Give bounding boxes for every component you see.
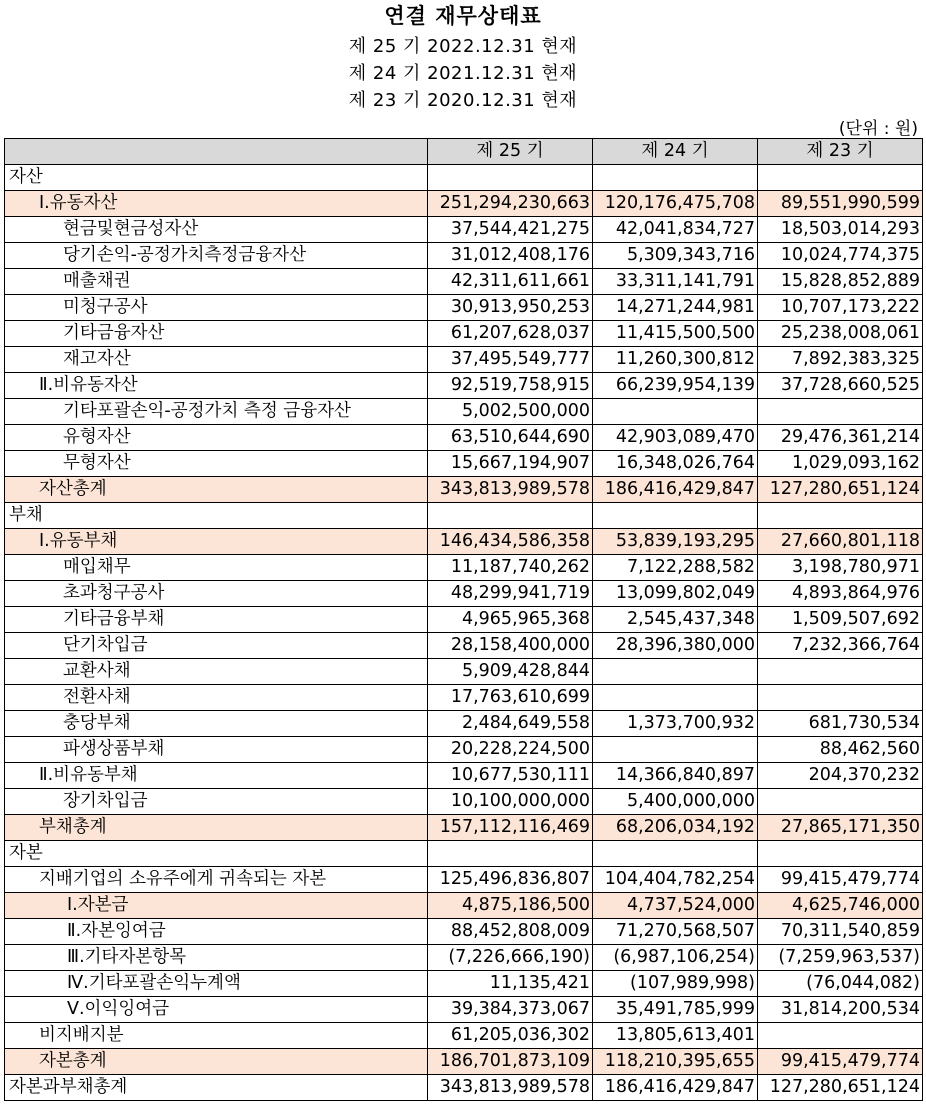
table-row: [5, 737, 923, 763]
value-25: 5,909,428,844: [428, 659, 593, 685]
table-row: [5, 347, 923, 373]
value-24: 186,416,429,847: [593, 1075, 758, 1101]
value-24: 4,737,524,000: [593, 893, 758, 919]
row-label: 전환사채: [5, 685, 428, 711]
row-label: 자본: [5, 841, 428, 867]
table-row: [5, 607, 923, 633]
value-25: 343,813,989,578: [428, 1075, 593, 1101]
table-row: [5, 1075, 923, 1101]
header-period-24: 제 24 기: [593, 139, 758, 165]
value-24: 11,415,500,500: [593, 321, 758, 347]
value-24: 28,396,380,000: [593, 633, 758, 659]
value-25: 37,495,549,777: [428, 347, 593, 373]
value-24: 53,839,193,295: [593, 529, 758, 555]
table-row: [5, 295, 923, 321]
header-period-23: 제 23 기: [758, 139, 923, 165]
value-25: 20,228,224,500: [428, 737, 593, 763]
value-23: 25,238,008,061: [758, 321, 923, 347]
value-23: 27,865,171,350: [758, 815, 923, 841]
table-row: [5, 685, 923, 711]
value-23: 681,730,534: [758, 711, 923, 737]
table-row: [5, 425, 923, 451]
row-label: Ⅴ.이익잉여금: [5, 997, 428, 1023]
value-24: 104,404,782,254: [593, 867, 758, 893]
value-24: 1,373,700,932: [593, 711, 758, 737]
period-line-24: 제 24 기 2021.12.31 현재: [348, 63, 578, 84]
table-row: [5, 581, 923, 607]
row-label: Ⅰ.유동부채: [5, 529, 428, 555]
value-23: [758, 399, 923, 425]
row-label: 장기차입금: [5, 789, 428, 815]
row-label: 유형자산: [5, 425, 428, 451]
row-label: Ⅱ.비유동자산: [5, 373, 428, 399]
value-24: 118,210,395,655: [593, 1049, 758, 1075]
value-25: 125,496,836,807: [428, 867, 593, 893]
value-24: (107,989,998): [593, 971, 758, 997]
row-label: 파생상품부채: [5, 737, 428, 763]
row-label: Ⅱ.비유동부채: [5, 763, 428, 789]
value-25: 92,519,758,915: [428, 373, 593, 399]
period-line-25: 제 25 기 2022.12.31 현재: [348, 36, 578, 57]
row-label: 초과청구공사: [5, 581, 428, 607]
value-23: 18,503,014,293: [758, 217, 923, 243]
value-25: [428, 165, 593, 191]
row-label: 현금및현금성자산: [5, 217, 428, 243]
value-25: 5,002,500,000: [428, 399, 593, 425]
value-24: 13,099,802,049: [593, 581, 758, 607]
value-25: 2,484,649,558: [428, 711, 593, 737]
value-23: [758, 685, 923, 711]
value-24: 5,400,000,000: [593, 789, 758, 815]
row-label: 기타금융부채: [5, 607, 428, 633]
value-25: 343,813,989,578: [428, 477, 593, 503]
table-row: [5, 815, 923, 841]
row-label: 매입채무: [5, 555, 428, 581]
table-row: [5, 919, 923, 945]
value-25: 15,667,194,907: [428, 451, 593, 477]
value-23: 4,625,746,000: [758, 893, 923, 919]
value-24: 42,903,089,470: [593, 425, 758, 451]
value-25: 186,701,873,109: [428, 1049, 593, 1075]
row-label: Ⅱ.자본잉여금: [5, 919, 428, 945]
value-23: 15,828,852,889: [758, 269, 923, 295]
row-label: 기타포괄손익-공정가치 측정 금융자산: [5, 399, 428, 425]
value-24: 66,239,954,139: [593, 373, 758, 399]
table-row: [5, 555, 923, 581]
value-24: [593, 841, 758, 867]
value-24: (6,987,106,254): [593, 945, 758, 971]
row-label: 무형자산: [5, 451, 428, 477]
value-25: 30,913,950,253: [428, 295, 593, 321]
table-row: [5, 165, 923, 191]
table-row: [5, 451, 923, 477]
value-24: [593, 399, 758, 425]
value-23: 37,728,660,525: [758, 373, 923, 399]
row-label: 단기차입금: [5, 633, 428, 659]
value-24: 2,545,437,348: [593, 607, 758, 633]
row-label: 미청구공사: [5, 295, 428, 321]
value-24: 42,041,834,727: [593, 217, 758, 243]
table-row: [5, 633, 923, 659]
value-23: [758, 1023, 923, 1049]
value-24: 11,260,300,812: [593, 347, 758, 373]
table-row: [5, 269, 923, 295]
document-title: 연결 재무상태표: [384, 4, 542, 28]
row-label: 매출채권: [5, 269, 428, 295]
value-24: [593, 503, 758, 529]
row-label: 부채: [5, 503, 428, 529]
value-25: 11,135,421: [428, 971, 593, 997]
row-label: Ⅳ.기타포괄손익누계액: [5, 971, 428, 997]
value-25: 146,434,586,358: [428, 529, 593, 555]
table-row: [5, 477, 923, 503]
table-row: [5, 945, 923, 971]
value-23: 29,476,361,214: [758, 425, 923, 451]
value-24: 14,366,840,897: [593, 763, 758, 789]
value-23: [758, 841, 923, 867]
table-row: [5, 217, 923, 243]
value-25: 42,311,611,661: [428, 269, 593, 295]
value-25: 157,112,116,469: [428, 815, 593, 841]
value-24: 33,311,141,791: [593, 269, 758, 295]
value-25: 4,875,186,500: [428, 893, 593, 919]
value-25: 10,100,000,000: [428, 789, 593, 815]
row-label: 자산: [5, 165, 428, 191]
header-period-25: 제 25 기: [428, 139, 593, 165]
value-23: [758, 789, 923, 815]
table-row: [5, 1023, 923, 1049]
value-23: 27,660,801,118: [758, 529, 923, 555]
value-24: 13,805,613,401: [593, 1023, 758, 1049]
table-row: [5, 789, 923, 815]
value-23: 1,509,507,692: [758, 607, 923, 633]
table-row: [5, 711, 923, 737]
table-row: [5, 893, 923, 919]
table-row: [5, 659, 923, 685]
value-24: [593, 737, 758, 763]
value-23: (76,044,082): [758, 971, 923, 997]
value-24: [593, 685, 758, 711]
row-label: 기타금융자산: [5, 321, 428, 347]
row-label: 자본과부채총계: [5, 1075, 428, 1101]
value-24: 7,122,288,582: [593, 555, 758, 581]
row-label: 지배기업의 소유주에게 귀속되는 자본: [5, 867, 428, 893]
row-label: 자산총계: [5, 477, 428, 503]
value-24: 35,491,785,999: [593, 997, 758, 1023]
value-23: 88,462,560: [758, 737, 923, 763]
value-24: 14,271,244,981: [593, 295, 758, 321]
value-23: [758, 165, 923, 191]
header-account: [5, 139, 428, 165]
value-24: [593, 165, 758, 191]
unit-label: (단위 : 원): [838, 119, 918, 139]
value-23: 204,370,232: [758, 763, 923, 789]
value-25: (7,226,666,190): [428, 945, 593, 971]
value-25: 61,207,628,037: [428, 321, 593, 347]
period-line-23: 제 23 기 2020.12.31 현재: [348, 90, 578, 111]
row-label: 충당부채: [5, 711, 428, 737]
value-25: 63,510,644,690: [428, 425, 593, 451]
row-label: 당기손익-공정가치측정금융자산: [5, 243, 428, 269]
value-23: 10,024,774,375: [758, 243, 923, 269]
value-25: 37,544,421,275: [428, 217, 593, 243]
value-23: 3,198,780,971: [758, 555, 923, 581]
value-23: (7,259,963,537): [758, 945, 923, 971]
value-25: 88,452,808,009: [428, 919, 593, 945]
value-23: 7,892,383,325: [758, 347, 923, 373]
value-25: 28,158,400,000: [428, 633, 593, 659]
value-25: 11,187,740,262: [428, 555, 593, 581]
table-row: [5, 373, 923, 399]
value-23: 1,029,093,162: [758, 451, 923, 477]
table-row: [5, 529, 923, 555]
row-label: 자본총계: [5, 1049, 428, 1075]
table-row: [5, 243, 923, 269]
table-row: [5, 763, 923, 789]
row-label: 재고자산: [5, 347, 428, 373]
table-row: [5, 503, 923, 529]
row-label: 비지배지분: [5, 1023, 428, 1049]
row-label: 교환사채: [5, 659, 428, 685]
row-label: 부채총계: [5, 815, 428, 841]
value-25: [428, 503, 593, 529]
value-25: 4,965,965,368: [428, 607, 593, 633]
table-header-row: [5, 139, 923, 165]
table-row: [5, 867, 923, 893]
value-25: 61,205,036,302: [428, 1023, 593, 1049]
row-label: Ⅰ.자본금: [5, 893, 428, 919]
table-row: [5, 191, 923, 217]
value-25: 251,294,230,663: [428, 191, 593, 217]
value-23: 7,232,366,764: [758, 633, 923, 659]
value-24: [593, 659, 758, 685]
value-24: 68,206,034,192: [593, 815, 758, 841]
value-23: 70,311,540,859: [758, 919, 923, 945]
value-25: 39,384,373,067: [428, 997, 593, 1023]
value-25: 10,677,530,111: [428, 763, 593, 789]
value-23: 10,707,173,222: [758, 295, 923, 321]
table-row: [5, 997, 923, 1023]
value-24: 120,176,475,708: [593, 191, 758, 217]
value-24: 186,416,429,847: [593, 477, 758, 503]
value-24: 71,270,568,507: [593, 919, 758, 945]
value-24: 5,309,343,716: [593, 243, 758, 269]
value-23: 89,551,990,599: [758, 191, 923, 217]
row-label: Ⅲ.기타자본항목: [5, 945, 428, 971]
balance-sheet-table: [4, 138, 923, 1101]
value-23: 31,814,200,534: [758, 997, 923, 1023]
value-23: 127,280,651,124: [758, 477, 923, 503]
table-row: [5, 1049, 923, 1075]
value-25: 17,763,610,699: [428, 685, 593, 711]
table-row: [5, 971, 923, 997]
value-23: 99,415,479,774: [758, 1049, 923, 1075]
table-row: [5, 321, 923, 347]
value-23: [758, 503, 923, 529]
table-row: [5, 399, 923, 425]
row-label: Ⅰ.유동자산: [5, 191, 428, 217]
value-25: 31,012,408,176: [428, 243, 593, 269]
value-25: 48,299,941,719: [428, 581, 593, 607]
value-23: 127,280,651,124: [758, 1075, 923, 1101]
value-25: [428, 841, 593, 867]
value-24: 16,348,026,764: [593, 451, 758, 477]
value-23: [758, 659, 923, 685]
value-23: 99,415,479,774: [758, 867, 923, 893]
value-23: 4,893,864,976: [758, 581, 923, 607]
table-row: [5, 841, 923, 867]
